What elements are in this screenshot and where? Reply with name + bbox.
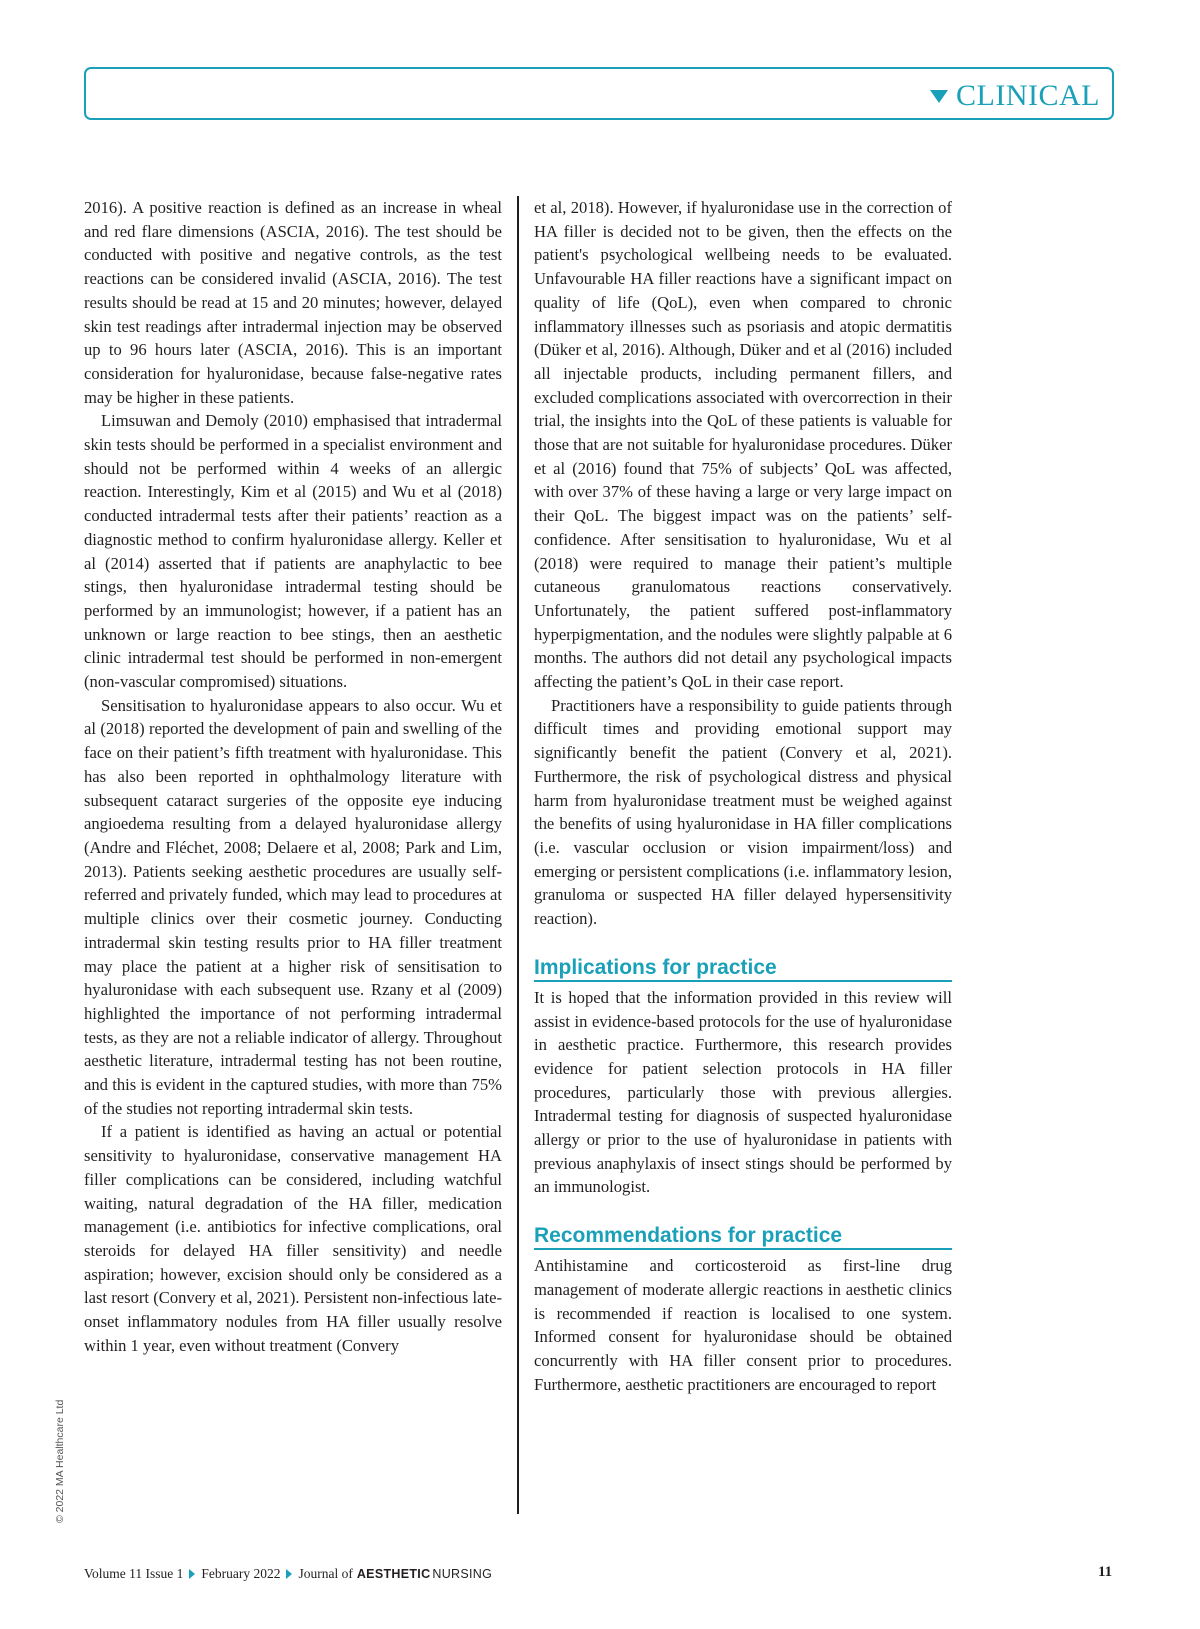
body-paragraph: Limsuwan and Demoly (2010) emphasised that intradermal skin tests should be performed in a specialist environment and should not be performed within 4 weeks of an allergic reaction. Interestingly, Kim et al (2015) and Wu et al (2018) conducted intradermal tests after their patients’ reaction as a diagnostic method to confirm hyaluronidase allergy. Keller et al (2014) asserted that if patients are anaphylactic to bee stings, then hyaluronidase intradermal testing should be performed by an immunologist; however, if a patient has an unknown or large reaction to bee stings, then an aesthetic clinic intradermal test should be performed in non-emergent (non-vascular compromised) situations.	[84, 411, 502, 692]
body-paragraph: If a patient is identified as having an actual or potential sensitivity to hyaluronidase, conservative management HA filler complications can be considered, including watchful waiting, natural degradation of the HA filler, medication management (i.e. antibiotics for infective complications, oral steroids for delayed HA filler sensitivity) and needle aspiration; however, excision should only be considered as a last resort (Convery et al, 2021). Persistent non-infectious late-onset inflammatory nodules from HA filler usually resolve within 1 year, even without treatment (Convery	[84, 1122, 502, 1355]
body-paragraph: Antihistamine and corticosteroid as first-line drug management of moderate allergic reactions in aesthetic clinics is recommended if reaction is localised to one system. Informed consent for hyaluronidase should be obtained concurrently with HA filler consent prior to procedures. Furthermore, aesthetic practitioners are encouraged to report	[534, 1256, 952, 1394]
arrow-right-icon	[286, 1569, 292, 1579]
footer-journal-suffix: NURSING	[432, 1567, 493, 1581]
footer-journal-prefix: Journal of	[298, 1566, 353, 1581]
right-column	[534, 196, 952, 1396]
body-paragraph: It is hoped that the information provided in this review will assist in evidence-based protocols for the use of hyaluronidase in aesthetic practice. Furthermore, this research provides evidence for patient selection protocols in HA filler procedures, particularly those with previous allergies. Intradermal testing for diagnosis of suspected hyaluronidase allergy or prior to the use of hyaluronidase in patients with previous anaphylaxis of insect stings should be performed by an immunologist.	[534, 987, 952, 1197]
page-footer	[84, 1566, 492, 1582]
section-heading-recommendations: Recommendations for practice	[534, 1223, 952, 1250]
body-paragraph: Practitioners have a responsibility to guide patients through difficult times and providing emotional support may significantly benefit the patient (Convery et al, 2021). Furthermore, the risk of psychological distress and physical harm from hyaluronidase treatment must be weighed against the benefits of using hyaluronidase in HA filler complications (i.e. vascular occlusion or vision impairment/loss) and emerging or persistent complications (i.e. inflammatory lesion, granuloma or suspected HA filler delayed hypersensitivity reaction).	[534, 695, 952, 929]
column-divider	[517, 196, 519, 1514]
triangle-down-icon	[930, 90, 948, 103]
body-paragraph: Sensitisation to hyaluronidase appears to also occur. Wu et al (2018) reported the development of pain and swelling of the face on their patient’s fifth treatment with hyaluronidase. This has also been reported in ophthalmology literature with subsequent cataract surgeries of the opposite eye inducing angioedema resulting from a delayed hyaluronidase allergy (Andre and Fléchet, 2008; Delaere et al, 2008; Park and Lim, 2013). Patients seeking aesthetic procedures are usually self-referred and privately funded, which may lead to procedures at multiple clinics over their cosmetic journey. Conducting intradermal skin testing results prior to HA filler treatment may place the patient at a higher risk of sensitisation to hyaluronidase with each subsequent use. Rzany et al (2009) highlighted the importance of not performing intradermal tests, as they are not a reliable indicator of allergy. Throughout aesthetic literature, intradermal testing has not been routine, and this is evident in the captured studies, with more than 75% of the studies not reporting intradermal skin tests.	[84, 695, 502, 1118]
section-header-box	[84, 67, 1114, 120]
footer-volume: Volume 11 Issue 1	[84, 1566, 184, 1581]
section-title: CLINICAL	[956, 79, 1100, 112]
body-paragraph: 2016). A positive reaction is defined as an increase in wheal and red flare dimensions (ASCIA, 2016). The test should be conducted with positive and negative controls, as the test reactions can be considered invalid (ASCIA, 2016). The test results should be read at 15 and 20 minutes; however, delayed skin test readings after intradermal injection may be observed up to 96 hours later (ASCIA, 2016). This is an important consideration for hyaluronidase, because false-negative rates may be higher in these patients.	[84, 198, 502, 407]
left-column	[84, 196, 502, 1357]
body-paragraph: et al, 2018). However, if hyaluronidase use in the correction of HA filler is decided not to be given, then the effects on the patient's psychological wellbeing needs to be evaluated. Unfavourable HA filler reactions have a significant impact on quality of life (QoL), even when compared to chronic inflammatory illnesses such as psoriasis and atopic dermatitis (Düker et al, 2016). Although, Düker and et al (2016) included all injectable products, including permanent fillers, and excluded complications associated with overcorrection in their trial, the insights into the QoL of these patients is valuable for those that are not suitable for hyaluronidase procedures. Düker et al (2016) found that 75% of subjects’ QoL was affected, with over 37% of these having a large or very large impact on their QoL. The biggest impact was on the patients’ self-confidence. After sensitisation to hyaluronidase, Wu et al (2018) were required to manage their patient’s multiple cutaneous granulomatous reactions conservatively. Unfortunately, the patient suffered post-inflammatory hyperpigmentation, and the nodules were slightly palpable at 6 months. The authors did not detail any psychological impacts affecting the patient’s QoL in their case report.	[534, 198, 952, 692]
footer-journal-bold: AESTHETIC	[356, 1567, 431, 1581]
footer-date: February 2022	[201, 1566, 281, 1581]
copyright-notice: © 2022 MA Healthcare Ltd	[54, 1399, 66, 1523]
arrow-right-icon	[189, 1569, 195, 1579]
section-label	[930, 79, 1100, 113]
section-heading-implications: Implications for practice	[534, 955, 952, 982]
page-number: 11	[1098, 1564, 1113, 1580]
